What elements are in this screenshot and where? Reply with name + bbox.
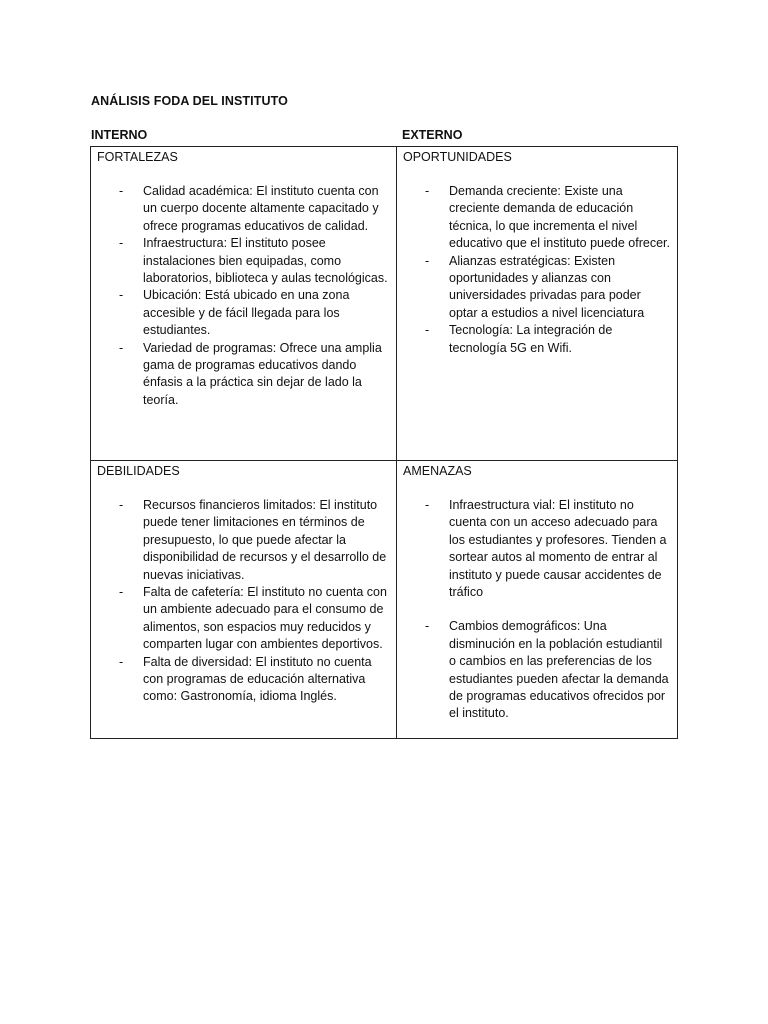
list-item: - Falta de diversidad: El instituto no cuenta con programas de educación alternativa como: Gastronomía, idioma Inglés. [143,654,390,706]
fortalezas-list [97,183,390,409]
list-item: - Infraestructura: El instituto posee instalaciones bien equipadas, como laboratorios, biblioteca y aulas tecnológicas. [143,235,390,287]
debilidades-cell [91,461,397,739]
list-item: - Calidad académica: El instituto cuenta con un cuerpo docente altamente capacitado y ofrece programas educativos de calidad. [143,183,390,235]
debilidades-list [97,497,390,706]
fortalezas-cell [91,147,397,461]
list-item: - Demanda creciente: Existe una creciente demanda de educación técnica, lo que incrementa el nivel educativo que el instituto puede ofrecer. [449,183,671,253]
list-item: - Variedad de programas: Ofrece una amplia gama de programas educativos dando énfasis a la práctica sin dejar de lado la teoría. [143,340,390,410]
list-item: - Cambios demográficos: Una disminución en la población estudiantil o cambios en las preferencias de los estudiantes pueden afectar la demanda de programas educativos ofrecidos por el instituto. [449,618,671,722]
list-item: - Ubicación: Está ubicado en una zona accesible y de fácil llegada para los estudiantes. [143,287,390,339]
table-row-internal-external-negative [91,461,678,739]
list-item: - Tecnología: La integración de tecnología 5G en Wifi. [449,322,671,357]
table-row-internal-external-positive [91,147,678,461]
list-item: - Alianzas estratégicas: Existen oportunidades y alianzas con universidades privadas para poder optar a estudios a nivel licenciatura [449,253,671,323]
list-item: - Infraestructura vial: El instituto no cuenta con un acceso adecuado para los estudiantes y profesores. Tienden a sortear autos al momento de entrar al instituto y puede causar accidentes de tráfico [449,497,671,601]
oportunidades-cell [397,147,678,461]
debilidades-heading: DEBILIDADES [97,464,180,478]
amenazas-heading: AMENAZAS [403,464,472,478]
amenazas-list [403,497,671,723]
document-title: ANÁLISIS FODA DEL INSTITUTO [91,94,288,108]
list-item: - Falta de cafetería: El instituto no cuenta con un ambiente adecuado para el consumo de alimentos, son espacios muy reducidos y comparten lugar con ambientes deportivos. [143,584,390,654]
fortalezas-heading: FORTALEZAS [97,150,178,164]
internal-column-label: INTERNO [91,128,148,142]
oportunidades-heading: OPORTUNIDADES [403,150,512,164]
list-item: - Recursos financieros limitados: El instituto puede tener limitaciones en términos de presupuesto, lo que puede afectar la disponibilidad de recursos y el desarrollo de nuevas iniciativas. [143,497,390,584]
amenazas-cell [397,461,678,739]
oportunidades-list [403,183,671,357]
external-column-label: EXTERNO [402,128,463,142]
foda-table [90,146,678,739]
